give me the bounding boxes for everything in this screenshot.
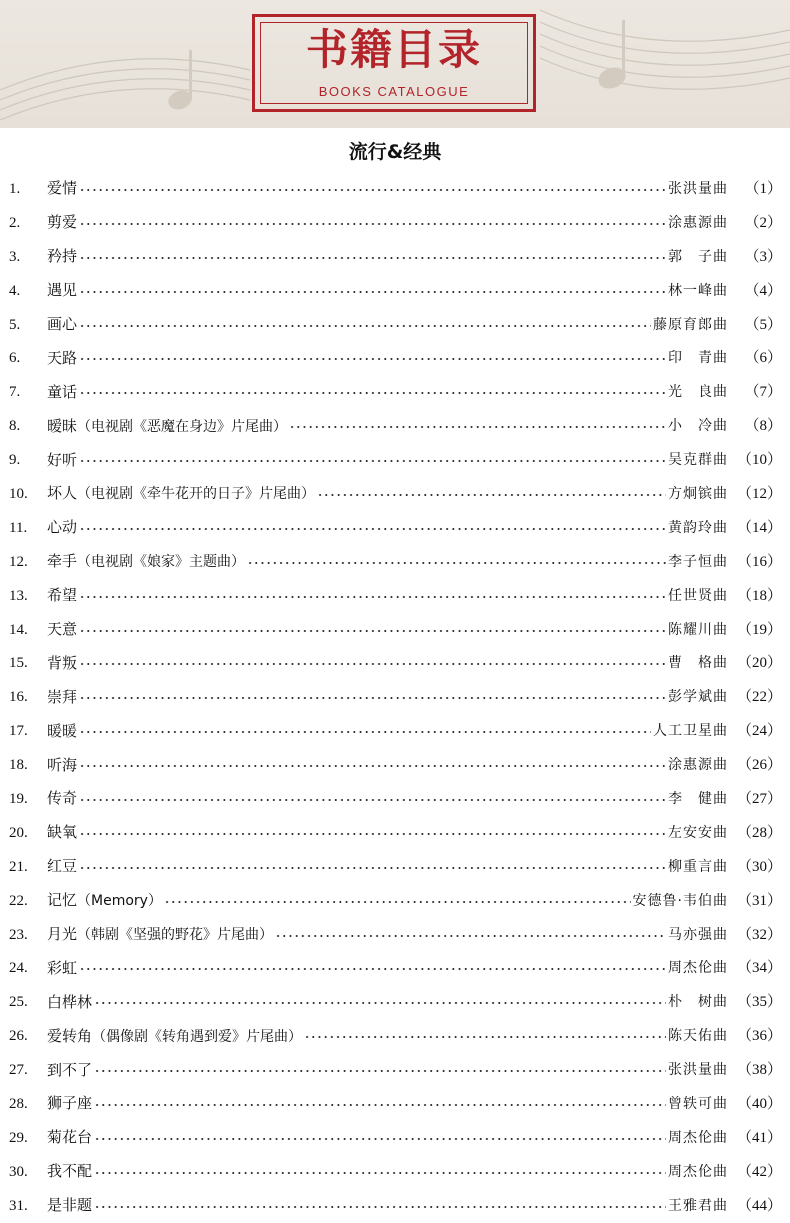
composer: 陈耀川曲: [668, 621, 728, 638]
toc-entry[interactable]: [0, 511, 790, 545]
dot-leader: [94, 1206, 666, 1208]
entry-number: 12.: [9, 553, 28, 570]
song-title: 彩虹: [47, 958, 78, 977]
song-title: 记忆: [47, 891, 78, 910]
song-title: 暧昧: [47, 416, 78, 435]
composer: 涂惠源曲: [668, 214, 728, 231]
song-title-group: [47, 1195, 92, 1216]
toc-entry[interactable]: [0, 1019, 790, 1053]
song-title: 剪爱: [47, 213, 78, 232]
song-title-group: [47, 212, 77, 233]
entry-number: 13.: [9, 587, 28, 604]
toc-entry[interactable]: [0, 951, 790, 985]
page-number: （18）: [736, 587, 782, 604]
page-number: （16）: [736, 553, 782, 570]
entry-number: 1.: [9, 180, 21, 197]
entry-number: 15.: [9, 655, 28, 672]
song-title-group: [47, 1127, 92, 1148]
song-title-group: [47, 788, 77, 809]
entry-number: 23.: [9, 926, 28, 943]
dot-leader: [79, 867, 666, 869]
dot-leader: [94, 1172, 666, 1174]
song-title-group: [47, 483, 315, 504]
dot-leader: [79, 257, 666, 259]
entry-number: 20.: [9, 824, 28, 841]
composer: 安德鲁·韦伯曲: [632, 892, 728, 909]
composer: 方炯镔曲: [668, 485, 728, 502]
entry-number: 18.: [9, 757, 28, 774]
page-number: （7）: [744, 384, 782, 401]
page-number: （38）: [736, 1062, 782, 1079]
dot-leader: [79, 528, 666, 530]
composer: 李 健曲: [668, 790, 728, 807]
page-number: （22）: [736, 689, 782, 706]
song-title-group: [47, 653, 77, 674]
page-number: （27）: [736, 790, 782, 807]
song-title-group: [47, 348, 77, 369]
composer: 小 冷曲: [668, 418, 728, 435]
entry-number: 9.: [9, 452, 21, 469]
page-number: （42）: [736, 1163, 782, 1180]
song-title-group: [47, 619, 77, 640]
dot-leader: [79, 596, 666, 598]
dot-leader: [247, 562, 666, 564]
entry-number: 28.: [9, 1095, 28, 1112]
toc-entry[interactable]: [0, 240, 790, 274]
page-number: （31）: [736, 892, 782, 909]
toc-entry[interactable]: [0, 409, 790, 443]
page-number: （40）: [736, 1095, 782, 1112]
entry-number: 5.: [9, 316, 21, 333]
toc-entry[interactable]: [0, 579, 790, 613]
title-frame: [252, 14, 536, 112]
page-number: （12）: [736, 485, 782, 502]
dot-leader: [289, 426, 666, 428]
toc-entry[interactable]: [0, 714, 790, 748]
catalogue-title: 书籍目录: [305, 25, 482, 74]
song-title: 缺氧: [47, 823, 78, 842]
song-title-group: [47, 924, 273, 945]
song-title: 爱情: [47, 179, 78, 198]
toc-entry[interactable]: [0, 545, 790, 579]
toc-entry[interactable]: [0, 850, 790, 884]
dot-leader: [79, 291, 666, 293]
section-title: 流行&经典: [348, 141, 442, 163]
entry-number: 27.: [9, 1062, 28, 1079]
page-number: （24）: [736, 723, 782, 740]
song-title-group: [47, 992, 92, 1013]
song-title-group: [47, 178, 77, 199]
song-title-group: [47, 687, 77, 708]
toc-entry[interactable]: [0, 443, 790, 477]
entry-number: 16.: [9, 689, 28, 706]
entry-number: 29.: [9, 1129, 28, 1146]
song-title: 白桦林: [47, 992, 93, 1011]
composer: 人工卫星曲: [653, 723, 728, 740]
song-title: 狮子座: [47, 1094, 93, 1113]
toc-entry[interactable]: [0, 1087, 790, 1121]
page-number: （41）: [736, 1129, 782, 1146]
dot-leader: [94, 1138, 666, 1140]
page-number: （35）: [736, 994, 782, 1011]
composer: 曾轶可曲: [668, 1095, 728, 1112]
dot-leader: [94, 1070, 666, 1072]
entry-number: 4.: [9, 282, 21, 299]
song-title-group: [47, 450, 77, 471]
page-number: （20）: [736, 655, 782, 672]
page-number: （14）: [736, 519, 782, 536]
dot-leader: [79, 765, 666, 767]
song-title: 菊花台: [47, 1128, 93, 1147]
composer: 光 良曲: [668, 384, 728, 401]
composer: 张洪量曲: [668, 180, 728, 197]
dot-leader: [79, 325, 651, 327]
page-number: （4）: [744, 282, 782, 299]
composer: 王雅君曲: [668, 1197, 728, 1214]
song-title: 牵手: [47, 552, 78, 571]
dot-leader: [79, 799, 666, 801]
toc-entry[interactable]: [0, 680, 790, 714]
entry-number: 8.: [9, 418, 21, 435]
page-number: （26）: [736, 757, 782, 774]
song-title: 背叛: [47, 653, 78, 672]
dot-leader: [79, 223, 666, 225]
song-note: （电视剧《恶魔在身边》片尾曲）: [77, 418, 288, 435]
dot-leader: [79, 189, 666, 191]
page-number: （2）: [744, 214, 782, 231]
song-title-group: [47, 246, 77, 267]
composer: 周杰伦曲: [668, 1129, 728, 1146]
song-title-group: [47, 551, 245, 572]
page-number: （34）: [736, 960, 782, 977]
entry-number: 24.: [9, 960, 28, 977]
song-title: 暖暖: [47, 721, 78, 740]
song-note: （偶像剧《转角遇到爱》片尾曲）: [92, 1028, 303, 1045]
entry-number: 10.: [9, 485, 28, 502]
page-number: （1）: [744, 180, 782, 197]
toc-entry[interactable]: [0, 206, 790, 240]
song-title-group: [47, 382, 77, 403]
toc-entry[interactable]: [0, 816, 790, 850]
entry-number: 25.: [9, 994, 28, 1011]
song-title-group: [47, 517, 77, 538]
composer: 朴 树曲: [668, 994, 728, 1011]
composer: 马亦强曲: [668, 926, 728, 943]
composer: 涂惠源曲: [668, 757, 728, 774]
entry-number: 17.: [9, 723, 28, 740]
composer: 黄韵玲曲: [668, 519, 728, 536]
dot-leader: [94, 1104, 666, 1106]
entry-number: 30.: [9, 1163, 28, 1180]
page-number: （19）: [736, 621, 782, 638]
toc-entry[interactable]: [0, 477, 790, 511]
composer: 左安安曲: [668, 824, 728, 841]
toc-entry[interactable]: [0, 172, 790, 206]
song-title-group: [47, 822, 77, 843]
song-title: 爱转角: [47, 1026, 93, 1045]
composer: 印 青曲: [668, 350, 728, 367]
song-title: 童话: [47, 382, 78, 401]
song-title-group: [47, 416, 287, 437]
page-number: （28）: [736, 824, 782, 841]
toc-entry[interactable]: [0, 1053, 790, 1087]
toc-entry[interactable]: [0, 918, 790, 952]
song-title-group: [47, 1026, 302, 1047]
entry-number: 2.: [9, 214, 21, 231]
entry-number: 21.: [9, 858, 28, 875]
song-title: 到不了: [47, 1060, 93, 1079]
page-number: （3）: [744, 248, 782, 265]
song-title: 我不配: [47, 1162, 93, 1181]
entry-number: 26.: [9, 1028, 28, 1045]
song-title-group: [47, 755, 77, 776]
song-title: 画心: [47, 315, 78, 333]
composer: 藤原育郎曲: [653, 316, 728, 333]
dot-leader: [275, 935, 666, 937]
song-title-group: [47, 1161, 92, 1182]
dot-leader: [79, 833, 666, 835]
dot-leader: [79, 697, 666, 699]
page-number: （30）: [736, 858, 782, 875]
song-title: 月光: [47, 925, 78, 944]
song-title-group: [47, 890, 162, 911]
page-number: （6）: [744, 350, 782, 367]
page-number: （8）: [744, 418, 782, 435]
song-title: 天路: [47, 348, 78, 367]
dot-leader: [304, 1036, 666, 1038]
song-title-group: [47, 280, 77, 301]
entry-number: 11.: [9, 519, 28, 536]
toc-entry[interactable]: [0, 985, 790, 1019]
catalogue-subtitle: BOOKS CATALOGUE: [318, 84, 470, 99]
composer: 周杰伦曲: [668, 960, 728, 977]
song-title: 好听: [47, 450, 78, 469]
entry-number: 7.: [9, 384, 21, 401]
song-title-group: [47, 1093, 92, 1114]
song-title: 听海: [47, 755, 78, 774]
song-note: （韩剧《坚强的野花》片尾曲）: [77, 927, 274, 944]
toc-entry[interactable]: [0, 782, 790, 816]
song-title-group: [47, 585, 77, 606]
song-note: （电视剧《娘家》主题曲）: [77, 554, 246, 571]
page-number: （44）: [736, 1197, 782, 1214]
song-title: 红豆: [47, 857, 78, 876]
composer: 陈天佑曲: [668, 1028, 728, 1045]
song-note: （Memory）: [77, 893, 162, 910]
page-number: （5）: [744, 316, 782, 333]
toc-entry[interactable]: [0, 341, 790, 375]
page-number: （32）: [736, 926, 782, 943]
dot-leader: [79, 358, 666, 360]
page-number: （10）: [736, 452, 782, 469]
song-title-group: [47, 958, 77, 979]
dot-leader: [79, 663, 666, 665]
song-note: （电视剧《牵牛花开的日子》片尾曲）: [77, 486, 316, 503]
toc-entry[interactable]: [0, 748, 790, 782]
page-number: （36）: [736, 1028, 782, 1045]
dot-leader: [317, 494, 666, 496]
dot-leader: [79, 731, 651, 733]
toc-entry[interactable]: [0, 308, 790, 342]
song-title: 是非题: [47, 1196, 93, 1215]
composer: 李子恒曲: [668, 553, 728, 570]
catalogue-header: [0, 0, 790, 128]
song-title: 遇见: [47, 281, 78, 300]
toc-entry[interactable]: [0, 1121, 790, 1155]
entry-number: 31.: [9, 1197, 28, 1214]
toc-entry[interactable]: [0, 1189, 790, 1223]
composer: 柳重言曲: [668, 858, 728, 875]
composer: 郭 子曲: [668, 248, 728, 265]
toc-entry[interactable]: [0, 613, 790, 647]
toc-entry[interactable]: [0, 1155, 790, 1189]
song-title: 传奇: [47, 789, 78, 808]
song-title-group: [47, 856, 77, 877]
song-title: 心动: [47, 518, 78, 537]
composer: 吴克群曲: [668, 452, 728, 469]
entry-number: 6.: [9, 350, 21, 367]
dot-leader: [79, 968, 666, 970]
entry-number: 14.: [9, 621, 28, 638]
entry-number: 3.: [9, 248, 21, 265]
dot-leader: [94, 1002, 666, 1004]
composer: 林一峰曲: [668, 282, 728, 299]
song-title: 希望: [47, 586, 78, 605]
composer: 任世贤曲: [668, 587, 728, 604]
song-title-group: [47, 721, 77, 742]
table-of-contents: [0, 172, 790, 1223]
dot-leader: [79, 460, 666, 462]
song-title: 天意: [47, 620, 78, 639]
song-title: 矜持: [47, 247, 78, 266]
composer: 周杰伦曲: [668, 1163, 728, 1180]
entry-number: 19.: [9, 790, 28, 807]
dot-leader: [164, 901, 631, 903]
toc-entry[interactable]: [0, 274, 790, 308]
entry-number: 22.: [9, 892, 28, 909]
dot-leader: [79, 630, 666, 632]
toc-entry[interactable]: [0, 646, 790, 680]
toc-entry[interactable]: [0, 375, 790, 409]
song-title-group: [47, 1060, 92, 1081]
composer: 曹 格曲: [668, 655, 728, 672]
song-title: 坏人: [47, 484, 78, 503]
dot-leader: [79, 392, 666, 394]
composer: 张洪量曲: [668, 1062, 728, 1079]
song-title: 崇拜: [47, 687, 78, 706]
toc-entry[interactable]: [0, 884, 790, 918]
composer: 彭学斌曲: [668, 689, 728, 706]
song-title-group: [47, 314, 77, 335]
